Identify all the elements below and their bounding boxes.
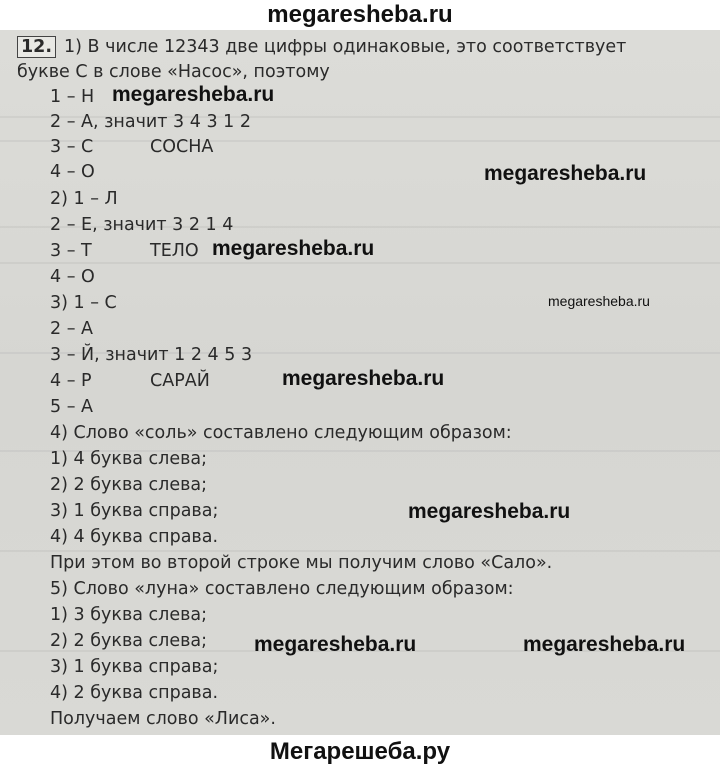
solution-line: 3) 1 буква справа; <box>50 657 219 677</box>
task-number: 12. <box>17 36 56 58</box>
solution-line: 2) 2 буква слева; <box>50 631 208 651</box>
solution-line: букве С в слове «Насос», поэтому <box>17 62 330 82</box>
solution-page <box>0 30 720 735</box>
solution-line: 5 – А <box>50 397 93 417</box>
solution-line: 4 – О <box>50 162 95 182</box>
solution-line: Получаем слово «Лиса». <box>50 709 276 729</box>
solution-line: 3 – С <box>50 137 94 157</box>
solution-line: 4) Слово «соль» составлено следующим образом: <box>50 423 512 443</box>
watermark: megaresheba.ru <box>112 83 275 106</box>
solution-line: 1) 4 буква слева; <box>50 449 208 469</box>
site-header[interactable]: megaresheba.ru <box>0 0 720 30</box>
solution-line: 2 – А, значит 3 4 3 1 2 <box>50 112 251 132</box>
watermark: megaresheba.ru <box>212 237 375 260</box>
solution-line: 5) Слово «луна» составлено следующим образом: <box>50 579 514 599</box>
solution-line: 2) 1 – Л <box>50 189 118 209</box>
watermark: megaresheba.ru <box>523 633 686 656</box>
solution-line: 3 – Й, значит 1 2 4 5 3 <box>50 345 253 365</box>
solution-line: 2) 2 буква слева; <box>50 475 208 495</box>
solution-line: 3 – Т <box>50 241 92 261</box>
site-footer[interactable]: Мегарешеба.ру <box>0 735 720 768</box>
solution-line: 12. 1) В числе 12343 две цифры одинаковые, это соответствует <box>17 35 626 59</box>
solution-line: 2 – Е, значит 3 2 1 4 <box>50 215 234 235</box>
solution-line: 4) 2 буква справа. <box>50 683 219 703</box>
solution-line: 4 – О <box>50 267 95 287</box>
answer-word-telo: ТЕЛО <box>150 241 199 261</box>
watermark: megaresheba.ru <box>282 367 445 390</box>
watermark: megaresheba.ru <box>548 293 650 309</box>
solution-line: При этом во второй строке мы получим слово «Сало». <box>50 553 553 573</box>
watermark: megaresheba.ru <box>484 162 647 185</box>
solution-line: 4) 4 буква справа. <box>50 527 219 547</box>
watermark: megaresheba.ru <box>254 633 417 656</box>
answer-word-sosna: СОСНА <box>150 137 214 157</box>
solution-line: 4 – Р <box>50 371 92 391</box>
solution-line: 1 – Н <box>50 87 95 107</box>
answer-word-saray: САРАЙ <box>150 371 210 391</box>
watermark: megaresheba.ru <box>408 500 571 523</box>
solution-line: 1) 3 буква слева; <box>50 605 208 625</box>
solution-line: 3) 1 – С <box>50 293 117 313</box>
solution-line: 3) 1 буква справа; <box>50 501 219 521</box>
solution-line: 2 – А <box>50 319 93 339</box>
